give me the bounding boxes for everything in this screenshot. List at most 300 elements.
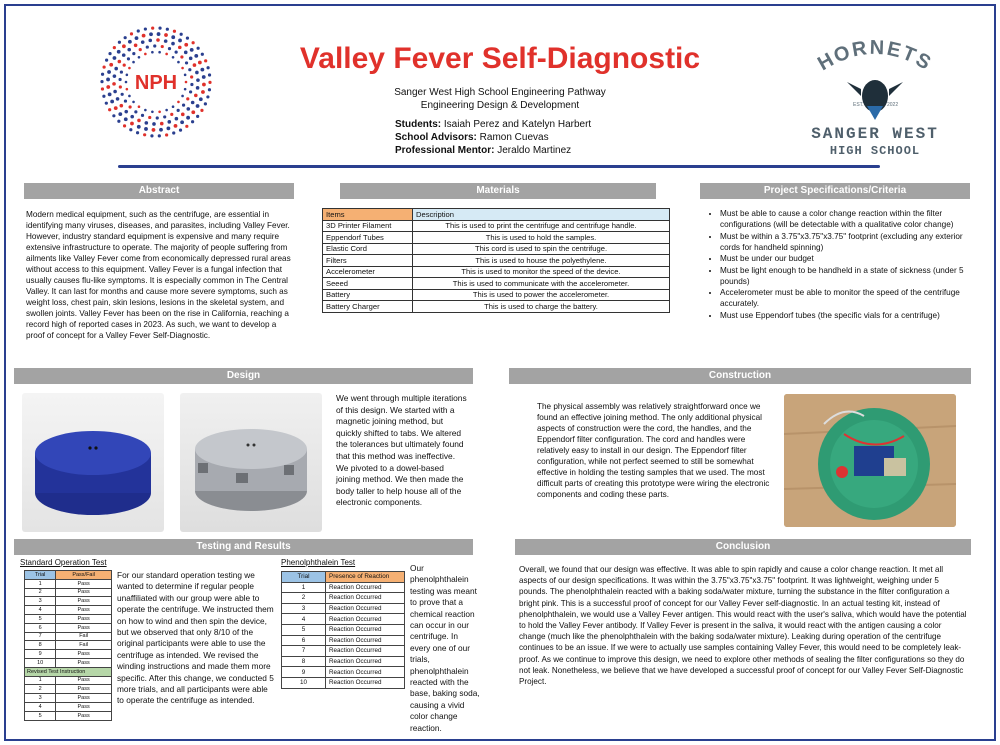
logo-dot (118, 41, 121, 44)
revised-header-row (25, 667, 112, 676)
logo-dot (144, 109, 147, 112)
students-names: Isaiah Perez and Katelyn Harbert (443, 119, 592, 130)
hornets-logo-est: EST. (853, 102, 864, 108)
materials-row (323, 255, 670, 267)
logo-dot (180, 55, 183, 58)
logo-dot (158, 27, 161, 30)
logo-dot (163, 115, 166, 118)
phenol-result: Reaction Occurred (326, 603, 405, 614)
construction-heading: Construction (509, 368, 971, 384)
logo-dot (196, 104, 200, 108)
logo-dot (191, 120, 194, 123)
mentor-name: Jeraldo Martinez (497, 145, 572, 156)
phenol-result: Reaction Occurred (326, 677, 405, 688)
logo-dot (185, 61, 188, 64)
standard-result: Pass (56, 623, 112, 632)
logo-dot (172, 105, 175, 108)
circuit-board-icon (784, 394, 956, 527)
standard-row (25, 614, 112, 623)
logo-dot (108, 52, 111, 55)
svg-text:HORNETS (814, 37, 936, 76)
nph-logo-text: NPH (134, 72, 178, 94)
hornets-logo-year: 2022 (887, 102, 899, 108)
subtitle-line-1: Sanger West High School Engineering Pathway (394, 87, 606, 98)
materials-table (322, 208, 670, 313)
standard-header-row (25, 571, 112, 580)
standard-test-label: Standard Operation Test (20, 558, 107, 567)
logo-dot (158, 134, 161, 137)
phenol-result: Reaction Occurred (326, 624, 405, 635)
standard-row (25, 658, 112, 667)
logo-dot (201, 90, 205, 94)
phenol-row (282, 656, 405, 667)
standard-result: Pass (56, 676, 112, 685)
logo-dot (128, 67, 131, 70)
logo-dot (121, 93, 124, 96)
design-heading: Design (14, 368, 473, 384)
logo-dot (144, 27, 147, 30)
phenol-row (282, 593, 405, 604)
materials-heading: Materials (340, 183, 656, 199)
standard-trial: 1 (25, 579, 56, 588)
logo-dot (190, 75, 193, 78)
logo-dot (184, 43, 188, 47)
logo-dot (102, 95, 105, 98)
standard-row (25, 676, 112, 685)
logo-dot (118, 78, 121, 81)
materials-row (323, 278, 670, 290)
phenol-test-label: Phenolphthalein Test (281, 558, 356, 567)
phenol-test-text: Our phenolphthalein testing was meant to prove that a chemical reaction can occur in our centrifuge. In every one of our trials, phenolphthalein reacted with the base, baking soda, causing a vivid color change reaction. (410, 563, 480, 733)
logo-dot (153, 44, 156, 47)
logo-dot (106, 85, 110, 89)
logo-dot (108, 108, 111, 111)
phenol-row (282, 603, 405, 614)
logo-dot (177, 101, 180, 104)
logo-dot (137, 125, 141, 129)
logo-dot (143, 133, 146, 136)
logo-dot (130, 122, 134, 126)
materials-row (323, 243, 670, 255)
logo-dot (128, 40, 132, 44)
logo-dot (165, 133, 168, 136)
logo-dot (132, 101, 135, 104)
phenol-result: Reaction Occurred (326, 593, 405, 604)
materials-header-row (323, 209, 670, 221)
standard-trial: 3 (25, 694, 56, 703)
phenol-row (282, 635, 405, 646)
standard-row (25, 597, 112, 606)
hornets-logo-top-text: HORNETS (814, 36, 936, 76)
logo-dot (196, 115, 199, 118)
logo-dot (190, 83, 193, 86)
spec-item: • Must use Eppendorf tubes (the specific vials for a centrifuge) (720, 310, 970, 321)
logo-dot (179, 129, 182, 132)
logo-dot (200, 109, 203, 112)
hornets-logo-line2: HIGH SCHOOL (829, 144, 921, 158)
standard-result: Pass (56, 597, 112, 606)
materials-item: Accelerometer (323, 266, 413, 278)
construction-photo (784, 394, 956, 527)
logo-dot (165, 109, 168, 112)
logo-dot (124, 117, 128, 121)
logo-dot (158, 51, 161, 54)
mentor-label: Professional Mentor: (395, 145, 495, 156)
logo-dot (186, 107, 190, 111)
abstract-heading: Abstract (24, 183, 294, 199)
materials-row (323, 232, 670, 244)
advisors-label: School Advisors: (395, 132, 477, 143)
logo-dot (126, 74, 129, 77)
logo-dot (134, 110, 137, 113)
logo-dot (110, 100, 114, 104)
logo-dot (184, 74, 187, 77)
spec-item: • Must be under our budget (720, 253, 970, 264)
standard-row (25, 711, 112, 720)
blue-centrifuge-icon (22, 393, 164, 532)
phenol-trial: 7 (282, 646, 326, 657)
logo-dot (181, 95, 184, 98)
logo-dot (123, 124, 126, 127)
phenol-row (282, 624, 405, 635)
logo-dot (109, 63, 113, 67)
logo-dot (120, 70, 123, 73)
logo-dot (192, 41, 195, 44)
logo-dot (141, 114, 144, 117)
logo-dot (196, 86, 200, 90)
logo-dot (125, 81, 128, 84)
testing-heading: Testing and Results (14, 539, 473, 555)
logo-dot (206, 95, 209, 98)
logo-dot (151, 51, 154, 54)
materials-row (323, 301, 670, 313)
logo-dot (130, 32, 133, 35)
materials-row (323, 289, 670, 301)
logo-dot (199, 97, 203, 101)
logo-dot (175, 51, 178, 54)
logo-dot (118, 60, 122, 64)
logo-dot (150, 134, 153, 137)
logo-dot (135, 36, 139, 40)
logo-dot (189, 90, 192, 93)
standard-trial: 4 (25, 606, 56, 615)
standard-result: Pass (56, 588, 112, 597)
standard-trial: 8 (25, 641, 56, 650)
logo-dot (188, 68, 191, 71)
logo-dot (204, 102, 207, 105)
phenol-trial: 10 (282, 677, 326, 688)
logo-dot (138, 56, 141, 59)
logo-dot (177, 61, 180, 64)
logo-dot (175, 117, 179, 121)
design-text: We went through multiple iterations of this design. We started with a magnetic joining method, but quickly shifted to tabs. We altered the tolerances but ultimately found that this method was ineffective. We pivoted to a dowel-based joining method. We then made the body taller to help house all of the electronic components. (336, 393, 467, 508)
standard-row (25, 685, 112, 694)
standard-result: Fail (56, 632, 112, 641)
phenol-result: Reaction Occurred (326, 646, 405, 657)
logo-dot (145, 121, 149, 125)
phenol-trial: 1 (282, 582, 326, 593)
logo-dot (186, 36, 189, 39)
poster-title: Valley Fever Self-Diagnostic (299, 42, 701, 75)
logo-dot (191, 110, 195, 114)
logo-dot (196, 78, 200, 82)
hornets-logo-line1: SANGER WEST (811, 125, 939, 143)
specs-heading: Project Specifications/Criteria (700, 183, 970, 199)
logo-dot (184, 51, 188, 55)
logo-dot (124, 99, 127, 102)
advisors-names: Ramon Cuevas (479, 132, 549, 143)
conclusion-text: Overall, we found that our design was effective. It was able to spin rapidly and cause a color change reaction. It met all aspects of our design specifications. It was within the 3.75"x3.75"x3.75" footprint. It was lightweight, weighing under 5 pounds. The phenolphthalein reacted with a baking soda/water mixture, turning the substance in the filter configuration a bright pink. This is a successful proof of concept for our Valley Fever self-diagnostic. In an actual testing kit, instead of phenolphthalein, we would use a Valley Fever antigen. This would react with the user's saliva, which would have the potential to hold the Valley Fever antibody. If Valley Fever is present in the saliva, it would react with the antigen causing a color change (much like the phenolphthalein with the baking soda/water mixture). Leaking during operation of the centrifuge continues to be an issue. If we were to actually use samples containing Valley Fever, this would need to be completely leak-proof. As we continue to improve this design, we need to explore other methods of sealing the filter configurations so they do not leak. Nonetheless, we believe that we have developed a successful proof of concept for our Valley Fever Self-Diagnostic Project. (519, 565, 967, 687)
standard-row (25, 702, 112, 711)
logo-dot (123, 63, 126, 66)
phenol-row (282, 614, 405, 625)
materials-item: Battery (323, 289, 413, 301)
logo-dot (172, 56, 175, 59)
logo-dot (184, 88, 187, 91)
logo-dot (118, 112, 122, 116)
logo-dot (178, 46, 182, 50)
standard-result: Pass (56, 614, 112, 623)
materials-item: 3D Printer Filament (323, 220, 413, 232)
logo-dot (107, 70, 111, 74)
logo-dot (128, 105, 131, 108)
logo-dot (181, 67, 184, 70)
phenol-header-row (282, 572, 405, 583)
materials-description: This is used to hold the samples. (413, 232, 670, 244)
logo-dot (113, 74, 117, 78)
logo-dot (120, 104, 124, 108)
logo-dot (101, 73, 104, 76)
logo-dot (113, 90, 117, 94)
standard-col-passfail: Pass/Fail (56, 571, 112, 580)
phenol-trial: 3 (282, 603, 326, 614)
logo-dot (151, 110, 154, 113)
logo-dot (124, 36, 127, 39)
logo-dot (156, 38, 160, 42)
materials-row (323, 220, 670, 232)
logo-dot (113, 56, 117, 60)
standard-trial: 1 (25, 676, 56, 685)
logo-dot (105, 102, 108, 105)
logo-dot (119, 85, 122, 88)
logo-dot (171, 42, 175, 46)
students-label: Students: (395, 119, 442, 130)
standard-result: Fail (56, 641, 112, 650)
logo-dot (165, 53, 168, 56)
revised-label: Revised Test Instruction (25, 667, 112, 676)
logo-dot (197, 47, 200, 50)
logo-dot (112, 82, 116, 86)
logo-dot (168, 47, 171, 50)
materials-description: This is used to print the centrifuge and centrifuge handle. (413, 220, 670, 232)
materials-item: Battery Charger (323, 301, 413, 313)
standard-trial: 2 (25, 685, 56, 694)
logo-dot (106, 78, 110, 82)
spec-item: • Must be light enough to be handheld in a state of sickness (under 5 pounds) (720, 265, 970, 287)
standard-trial: 6 (25, 623, 56, 632)
standard-row (25, 588, 112, 597)
standard-col-trial: Trial (25, 571, 56, 580)
phenol-row (282, 582, 405, 593)
standard-result: Pass (56, 702, 112, 711)
logo-dot (137, 119, 141, 123)
spec-item: • Must be within a 3.75"x3.75"x3.75" footprint (excluding any exterior cords for handheld spinning) (720, 231, 970, 253)
logo-dot (148, 39, 152, 43)
standard-trial: 5 (25, 711, 56, 720)
logo-dot (129, 128, 132, 131)
phenol-col-presence: Presence of Reaction (326, 572, 405, 583)
phenol-result: Reaction Occurred (326, 656, 405, 667)
logo-dot (166, 28, 169, 31)
logo-dot (170, 113, 173, 116)
logo-dot (206, 66, 209, 69)
phenol-result: Reaction Occurred (326, 667, 405, 678)
logo-dot (208, 81, 211, 84)
materials-col-items: Items (323, 209, 413, 221)
materials-row (323, 266, 670, 278)
logo-dot (177, 109, 180, 112)
logo-dot (194, 54, 198, 58)
phenol-trial: 2 (282, 593, 326, 604)
specs-list (708, 208, 970, 321)
standard-trial: 5 (25, 614, 56, 623)
phenol-col-trial: Trial (282, 572, 326, 583)
logo-dot (101, 87, 104, 90)
nph-logo (100, 26, 212, 138)
logo-dot (137, 29, 140, 32)
standard-row (25, 632, 112, 641)
standard-row (25, 694, 112, 703)
standard-result: Pass (56, 711, 112, 720)
abstract-text: Modern medical equipment, such as the centrifuge, are essential in identifying many viruses, diseases, and parasites, including Valley Fever. However, industry standard equipment is expensive and many require extensive infrastructure to operate. The majority of people suffering from ailments like Valley Fever come from economically depressed rural areas without access to this equipment. Valley Fever is a fungal infection that usually causes flu-like symptoms. It is especially common in The Central Valley. It can last for months and cause more severe symptoms, such as weight loss, chest pain, skin lesions, lesions in the skeletal system, and swollen joints. Valley Fever has been on the rise in California, reaching a record high of reported cases in 2023. As such, we want to develop a proof of concept for a Valley Fever Self-Diagnostic. (26, 210, 291, 340)
phenol-trial: 4 (282, 614, 326, 625)
logo-dot (151, 27, 154, 30)
standard-test-table (24, 570, 112, 721)
logo-dot (160, 122, 164, 126)
people-credits (395, 118, 591, 157)
hornets-logo (795, 34, 955, 159)
standard-result: Pass (56, 685, 112, 694)
logo-dot (134, 43, 138, 47)
materials-item: Elastic Cord (323, 243, 413, 255)
standard-trial: 3 (25, 597, 56, 606)
construction-text: The physical assembly was relatively straightforward once we found an effective joining method. The only additional physical aspects of construction were the cord, the handles, and the Eppendorf filter configuration. The cord and handles were relatively easy to install in our design. The Eppendorf filter configuration, while not perfect seemed to still be somewhat effective in holding the testing samples that we used. The most difficult parts of creating this prototype were wiring the electronic components and coding these parts. (537, 402, 770, 499)
logo-dot (157, 32, 161, 36)
logo-dot (152, 122, 156, 126)
logo-dot (185, 81, 188, 84)
logo-dot (159, 128, 163, 132)
gray-centrifuge-icon (180, 393, 322, 532)
logo-dot (112, 114, 115, 117)
logo-dot (194, 94, 198, 98)
standard-test-text: For our standard operation testing we wanted to determine if regular people unaffiliated with our group were able to operate the centrifuge. We instructed them on how to wind and then spin the device, but we observed that only 8/10 of the original participants were able to use the centrifuge as intended. We revised the winding instructions and made them more specific. After this change, we conducted 5 more trials, and all participants were able to operate the centrifuge as intended. (117, 570, 274, 706)
phenol-trial: 5 (282, 624, 326, 635)
logo-dot (138, 105, 141, 108)
logo-dot (114, 67, 118, 71)
logo-dot (172, 131, 175, 134)
logo-dot (126, 88, 129, 91)
spec-item: • Accelerometer must be able to monitor the speed of the centrifuge accurately. (720, 287, 970, 309)
logo-dot (171, 35, 175, 39)
standard-trial: 7 (25, 632, 56, 641)
standard-result: Pass (56, 579, 112, 588)
phenol-trial: 9 (282, 667, 326, 678)
logo-dot (156, 116, 159, 119)
conclusion-heading: Conclusion (515, 539, 971, 555)
logo-dot (185, 125, 188, 128)
materials-description: This is used to monitor the speed of the device. (413, 266, 670, 278)
logo-dot (139, 48, 142, 51)
logo-dot (202, 75, 206, 79)
logo-dot (204, 59, 207, 62)
logo-dot (174, 124, 178, 128)
logo-dot (180, 33, 183, 36)
phenol-row (282, 667, 405, 678)
logo-dot (114, 106, 118, 110)
logo-dot (158, 110, 161, 113)
header-divider (118, 165, 880, 168)
logo-dot (200, 68, 204, 72)
standard-row (25, 650, 112, 659)
logo-dot (141, 40, 145, 44)
logo-dot (103, 65, 106, 68)
materials-description: This cord is used to spin the centrifuge. (413, 243, 670, 255)
logo-dot (178, 39, 182, 43)
logo-dot (113, 46, 116, 49)
phenol-result: Reaction Occurred (326, 582, 405, 593)
logo-dot (122, 53, 126, 57)
logo-dot (186, 116, 190, 120)
standard-row (25, 606, 112, 615)
logo-dot (136, 131, 139, 134)
phenol-test-table (281, 571, 405, 689)
logo-dot (201, 53, 204, 56)
logo-dot (146, 45, 149, 48)
logo-dot (105, 59, 108, 62)
logo-dot (208, 73, 211, 76)
materials-description: This is used to house the polyethylene. (413, 255, 670, 267)
logo-dot (198, 61, 202, 65)
materials-description: This is used to communicate with the accelerometer. (413, 278, 670, 290)
materials-col-description: Description (413, 209, 670, 221)
materials-item: Filters (323, 255, 413, 267)
materials-description: This is used to charge the battery. (413, 301, 670, 313)
subtitle (300, 86, 700, 112)
logo-dot (108, 92, 112, 96)
phenol-trial: 6 (282, 635, 326, 646)
logo-dot (152, 128, 156, 132)
standard-trial: 9 (25, 650, 56, 659)
logo-dot (132, 52, 135, 55)
logo-dot (195, 71, 199, 75)
materials-description: This is used to power the accelerometer. (413, 289, 670, 301)
logo-dot (122, 44, 126, 48)
spec-item: • Must be able to cause a color change reaction within the filter configurations (will be detectable with a qualitative color change) (720, 208, 970, 230)
materials-item: Seeed (323, 278, 413, 290)
logo-dot (164, 33, 168, 37)
logo-dot (191, 101, 195, 105)
logo-dot (180, 120, 184, 124)
logo-dot (164, 39, 168, 43)
phenol-result: Reaction Occurred (326, 635, 405, 646)
standard-result: Pass (56, 658, 112, 667)
logo-dot (144, 127, 148, 131)
logo-dot (144, 53, 147, 56)
logo-dot (100, 80, 103, 83)
logo-dot (202, 83, 206, 87)
materials-item: Eppendorf Tubes (323, 232, 413, 244)
phenol-result: Reaction Occurred (326, 614, 405, 625)
